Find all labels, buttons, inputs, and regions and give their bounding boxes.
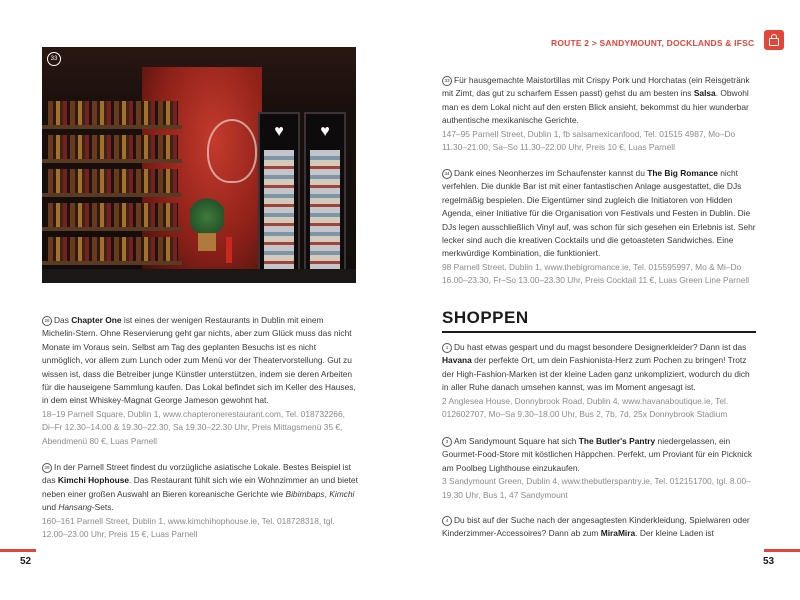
venue-name: The Big Romance	[647, 168, 718, 178]
entry-meta: 147–95 Parnell Street, Dublin 1, fb salsamexicanfood, Tel. 01515 4987, Mo–Do 11.30–21.00, Sa–So 11.30–22.00 Uhr, Preis 10 €, Luas Parnell	[442, 128, 736, 153]
entry-text: 4 Du bist auf der Suche nach der angesagtesten Kinderkleidung, Spielwaren oder Kinderzimmer-Accessoires? Dann ab zum MiraMira. Der kleine Laden ist	[442, 515, 750, 539]
venue-name: Salsa	[693, 88, 716, 99]
entry-text: 33 Für hausgemachte Maistortillas mit Crispy Pork und Horchatas (ein Reisgetränk mit Zimt, das gut zu scharfem Essen passt) gehst du am besten ins Salsa. Obwohl man es dem Lokal nicht auf den ersten Blick ansieht, bekommst du hier wunderbar authentische mexikanische Gerichte.	[442, 75, 750, 126]
entry-text: 26 Das Chapter One ist eines der wenigen Restaurants in Dublin mit einem Michelin-Stern. Ohne Reservierung geht gar nichts, aber zum Glück muss das nicht Monate im Voraus sein. Selbst am Tag des geplanten Besuchs ist es nicht unmöglich, vor allem zum Lunch oder zum Menü vor der Theatervorstellung. Gut zu wissen ist, dass die Betreiber junge Künstler unterstützen, indem sie deren Arbeiten für die hauseigene Sammlung kaufen. Das Lokal befindet sich im Keller des Hauses, in dem einst Whiskey-Magnat George Jameson gewohnt hat.	[42, 315, 356, 406]
section-divider	[442, 331, 756, 333]
bar-photo	[42, 47, 356, 283]
entry-meta: 3 Sandymount Green, Dublin 4, www.thebutlerspantry.ie, Tel. 012151700, tgl. 8.00–19.30 Uhr, Bus 1, 47 Sandymount	[442, 476, 751, 500]
entry-butlers-pantry	[442, 435, 758, 502]
drinks-fridge-left: ♥	[258, 112, 300, 282]
venue-name: MiraMira	[600, 528, 636, 539]
right-page	[400, 0, 800, 600]
entry-big-romance	[442, 167, 758, 288]
plant	[190, 197, 224, 237]
entry-number: 34	[442, 169, 452, 179]
page-number: 52	[20, 556, 32, 567]
entry-miramira	[442, 514, 758, 541]
fire-extinguisher	[226, 237, 232, 263]
entry-meta: 18–19 Parnell Square, Dublin 1, www.chapteronerestaurant.com, Tel. 018732266, Di–Fr 12.30–14.00 & 19.30–22.30, Sa 19.30–22.30 Uhr, Preis Mittagsmenü 35 €, Abendmenü 80 €, Luas Parnell	[42, 408, 345, 446]
venue-name: Chapter One	[71, 315, 122, 325]
entry-chapter-one	[42, 314, 358, 448]
entry-number: 29	[42, 463, 52, 473]
venue-name: Havana	[442, 355, 472, 366]
entry-text: 1 Du hast etwas gespart und du magst besondere Designerkleider? Dann ist das Havana der perfekte Ort, um dein Fashionista-Herz zum Pochen zu bringen! Trotz der High-Fashion-Marken ist der kleine Laden ganz unkompliziert, wodurch du dich in aller Ruhe danach umsehen kannst, was im Moment angesagt ist.	[442, 342, 750, 393]
shopping-bag-icon	[764, 30, 784, 50]
entry-text: 34 Dank eines Neonherzes im Schaufenster kannst du The Big Romance nicht verfehlen. Die dunkle Bar ist mit einer fantastischen Anlage ausgestattet, die DJs regelmäßig bespielen. Die Eigentümer sind zugleich die Initiatoren von Hidden Agenda, einer Initiative für die Organisation von Festivals und Festen in Dublin. Die DJs legen ausschließlich Vinyl auf, was schon für sich gesehen ein Erlebnis ist. Sehr lecker sind auch die kreativen Cocktails und die getoasteten Sandwiches. Eine merkwürdige Kombination, die funktioniert.	[442, 168, 756, 259]
entry-meta: 2 Anglesea House, Donnybrook Road, Dublin 4, www.havanaboutique.ie, Tel. 012602707, Mo–Sa 9.30–18.00 Uhr, Bus 2, 7b, 7d, 25x Donnybrook Stadium	[442, 395, 729, 420]
drinks-fridge-right: ♥	[304, 112, 346, 282]
entry-number: 33	[442, 76, 452, 86]
neon-face-mural	[207, 119, 257, 183]
entry-number: 1	[442, 343, 452, 353]
entry-number: 3	[442, 437, 452, 447]
section-title: SHOPPEN	[442, 308, 529, 327]
footer-accent-bar	[764, 549, 800, 552]
entry-text: 29 In der Parnell Street findest du vorzügliche asiatische Lokale. Bestes Beispiel ist das Kimchi Hophouse. Das Restaurant fühlt sich wie ein Wohnzimmer an und bietet neben einer großen Auswahl an Bieren koreanische Gerichte wie Bibimbaps, Kimchi und Hansang-Sets.	[42, 462, 358, 513]
venue-name: The Butler's Pantry	[578, 436, 656, 446]
photo-number-marker: 33	[47, 52, 61, 66]
page-number: 53	[763, 556, 775, 567]
running-head: ROUTE 2 > SANDYMOUNT, DOCKLANDS & IFSC	[551, 38, 755, 48]
entry-number: 4	[442, 516, 452, 526]
footer-accent-bar	[0, 549, 36, 552]
entry-salsa	[442, 74, 758, 154]
entry-meta: 98 Parnell Street, Dublin 1, www.thebigromance.ie, Tel. 015595997, Mo & Mi–Do 16.00–23.30, Fr–So 13.00–23.30 Uhr, Preis Cocktail 11 €, Luas Green Line Parnell	[442, 261, 750, 286]
entry-meta: 160–161 Parnell Street, Dublin 1, www.kimchihophouse.ie, Tel. 018728318, tgl. 12.00–23.00 Uhr, Preis 15 €, Luas Parnell	[42, 515, 335, 540]
entry-kimchi-hophouse	[42, 461, 358, 541]
entry-number: 26	[42, 316, 52, 326]
entry-havana	[442, 341, 758, 421]
entry-text: 3 Am Sandymount Square hat sich The Butler's Pantry niedergelassen, ein Gourmet-Food-Store mit köstlichen Häppchen. Perfekt, um Proviant für ein Picknick am Poolbeg Lighthouse einzukaufen.	[442, 436, 753, 473]
venue-name: Kimchi Hophouse	[57, 475, 130, 486]
